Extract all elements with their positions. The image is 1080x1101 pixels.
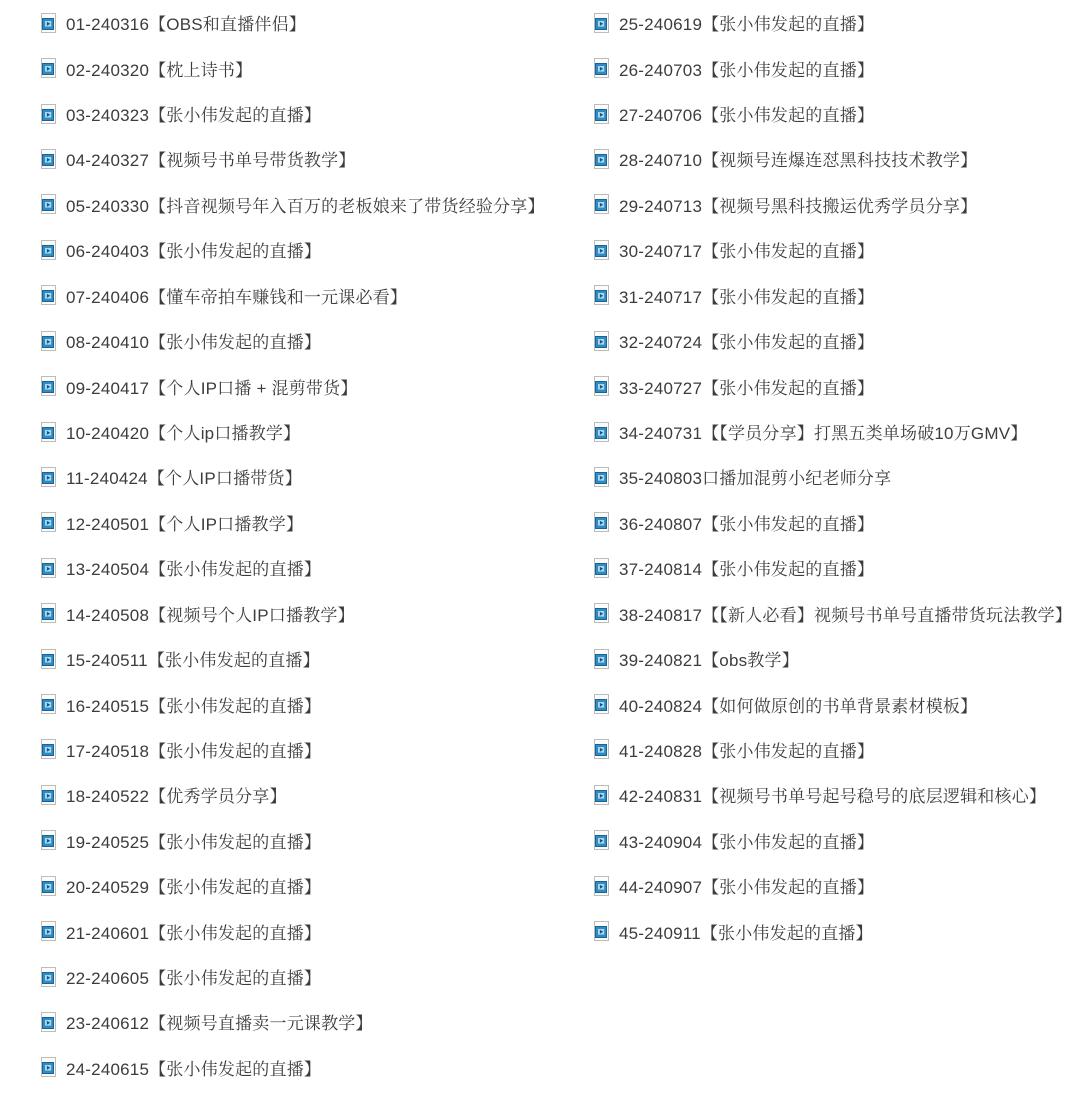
file-list-item[interactable] (593, 0, 1072, 45)
file-name: 21-240601【张小伟发起的直播】 (66, 923, 322, 943)
file-list-item[interactable] (593, 454, 1072, 499)
file-name: 22-240605【张小伟发起的直播】 (66, 969, 322, 989)
file-name: 10-240420【个人ip口播教学】 (66, 424, 301, 443)
video-file-icon (593, 603, 610, 623)
video-file-icon (593, 558, 610, 578)
video-file-icon (40, 376, 57, 396)
video-file-icon (593, 785, 610, 805)
video-file-icon (40, 1012, 57, 1032)
video-file-icon (593, 649, 610, 669)
video-file-icon (40, 694, 57, 714)
file-name: 15-240511【张小伟发起的直播】 (66, 651, 320, 671)
file-list-item[interactable] (593, 136, 1072, 181)
video-file-icon (40, 149, 57, 169)
video-file-icon (593, 149, 610, 169)
file-list-item[interactable] (40, 727, 545, 772)
file-name: 11-240424【个人IP口播带货】 (66, 469, 302, 489)
video-file-icon (593, 376, 610, 396)
file-name: 45-240911【张小伟发起的直播】 (619, 923, 873, 943)
video-file-icon (40, 285, 57, 305)
video-file-icon (40, 785, 57, 805)
video-file-icon (40, 649, 57, 669)
file-list-item[interactable] (40, 182, 545, 227)
video-file-icon (593, 285, 610, 305)
video-file-icon (593, 876, 610, 896)
video-file-icon (40, 422, 57, 442)
video-file-icon (40, 467, 57, 487)
file-name: 13-240504【张小伟发起的直播】 (66, 560, 322, 580)
file-name: 14-240508【视频号个人IP口播教学】 (66, 605, 355, 625)
file-list-item[interactable] (593, 908, 1072, 953)
video-file-icon (40, 603, 57, 623)
video-file-icon (40, 58, 57, 78)
file-list-item[interactable] (40, 545, 545, 590)
video-file-icon (40, 13, 57, 33)
file-list-item[interactable] (40, 999, 545, 1044)
file-list-item[interactable] (593, 500, 1072, 545)
file-list-item[interactable] (40, 454, 545, 499)
file-name: 38-240817【【新人必看】视频号书单号直播带货玩法教学】 (619, 605, 1072, 625)
video-file-icon (593, 467, 610, 487)
file-list-item[interactable] (40, 954, 545, 999)
file-list-item[interactable] (593, 273, 1072, 318)
file-list-item[interactable] (593, 590, 1072, 635)
file-list-item[interactable] (593, 45, 1072, 90)
file-name: 39-240821【obs教学】 (619, 651, 799, 671)
file-name: 44-240907【张小伟发起的直播】 (619, 878, 875, 898)
file-name: 24-240615【张小伟发起的直播】 (66, 1059, 322, 1079)
file-name: 43-240904【张小伟发起的直播】 (619, 832, 875, 852)
video-file-icon (593, 422, 610, 442)
file-name: 28-240710【视频号连爆连怼黑科技技术教学】 (619, 151, 978, 171)
file-list-item[interactable] (40, 0, 545, 45)
file-list-item[interactable] (40, 636, 545, 681)
file-name: 20-240529【张小伟发起的直播】 (66, 878, 322, 898)
file-list-item[interactable] (40, 136, 545, 181)
video-file-icon (40, 830, 57, 850)
file-name: 01-240316【OBS和直播伴侣】 (66, 15, 306, 35)
video-file-icon (593, 194, 610, 214)
video-file-icon (40, 921, 57, 941)
video-file-icon (593, 240, 610, 260)
video-file-icon (593, 331, 610, 351)
file-list-item[interactable] (593, 363, 1072, 408)
file-column-right (593, 0, 1072, 954)
file-name: 05-240330【抖音视频号年入百万的老板娘来了带货经验分享】 (66, 196, 545, 216)
file-list-item[interactable] (40, 1045, 545, 1090)
video-file-icon (40, 967, 57, 987)
file-name: 31-240717【张小伟发起的直播】 (619, 287, 875, 307)
file-name: 06-240403【张小伟发起的直播】 (66, 242, 322, 262)
file-name: 18-240522【优秀学员分享】 (66, 787, 287, 807)
file-list-item[interactable] (40, 227, 545, 272)
file-name: 03-240323【张小伟发起的直播】 (66, 106, 322, 126)
video-file-icon (593, 694, 610, 714)
video-file-icon (593, 512, 610, 532)
file-name: 36-240807【张小伟发起的直播】 (619, 514, 875, 534)
file-list-item[interactable] (593, 318, 1072, 363)
file-name: 19-240525【张小伟发起的直播】 (66, 832, 322, 852)
file-list-item[interactable] (40, 818, 545, 863)
file-list-item[interactable] (40, 318, 545, 363)
file-name: 07-240406【懂车帝拍车赚钱和一元课必看】 (66, 287, 408, 307)
video-file-icon (593, 739, 610, 759)
file-name: 08-240410【张小伟发起的直播】 (66, 333, 322, 353)
file-column-left (40, 0, 545, 1090)
file-name: 27-240706【张小伟发起的直播】 (619, 106, 875, 126)
file-list-item[interactable] (593, 772, 1072, 817)
file-name: 25-240619【张小伟发起的直播】 (619, 15, 875, 35)
file-name: 30-240717【张小伟发起的直播】 (619, 242, 875, 262)
file-name: 37-240814【张小伟发起的直播】 (619, 560, 875, 580)
file-name: 35-240803口播加混剪小纪老师分享 (619, 469, 892, 489)
file-name: 33-240727【张小伟发起的直播】 (619, 378, 875, 398)
file-list-item[interactable] (40, 45, 545, 90)
file-name: 42-240831【视频号书单号起号稳号的底层逻辑和核心】 (619, 787, 1047, 807)
file-list-item[interactable] (40, 590, 545, 635)
file-name: 26-240703【张小伟发起的直播】 (619, 60, 875, 80)
file-list-item[interactable] (593, 91, 1072, 136)
file-name: 41-240828【张小伟发起的直播】 (619, 741, 875, 761)
file-list-item[interactable] (593, 818, 1072, 863)
file-list-item[interactable] (40, 500, 545, 545)
file-list-item[interactable] (593, 545, 1072, 590)
file-list-item[interactable] (593, 227, 1072, 272)
file-list-item[interactable] (593, 182, 1072, 227)
file-list-item[interactable] (40, 908, 545, 953)
video-file-icon (40, 876, 57, 896)
file-list-item[interactable] (593, 863, 1072, 908)
file-name: 16-240515【张小伟发起的直播】 (66, 696, 322, 716)
file-name: 17-240518【张小伟发起的直播】 (66, 741, 322, 761)
file-list-item[interactable] (593, 681, 1072, 726)
file-list-item[interactable] (40, 772, 545, 817)
file-name: 04-240327【视频号书单号带货教学】 (66, 151, 356, 171)
file-name: 23-240612【视频号直播卖一元课教学】 (66, 1014, 373, 1034)
file-list-item[interactable] (593, 409, 1072, 454)
file-name: 29-240713【视频号黑科技搬运优秀学员分享】 (619, 196, 978, 216)
file-name: 02-240320【枕上诗书】 (66, 60, 253, 80)
video-file-icon (40, 240, 57, 260)
video-file-icon (593, 830, 610, 850)
file-name: 09-240417【个人IP口播 + 混剪带货】 (66, 378, 358, 398)
file-list-item[interactable] (40, 273, 545, 318)
video-file-icon (40, 104, 57, 124)
video-file-icon (40, 739, 57, 759)
video-file-icon (40, 1057, 57, 1077)
file-name: 40-240824【如何做原创的书单背景素材模板】 (619, 696, 978, 716)
file-name: 12-240501【个人IP口播教学】 (66, 514, 304, 534)
file-list-item[interactable] (40, 363, 545, 408)
video-file-icon (593, 104, 610, 124)
video-file-icon (593, 921, 610, 941)
file-name: 34-240731【【学员分享】打黑五类单场破10万GMV】 (619, 424, 1028, 443)
file-list-item[interactable] (40, 91, 545, 136)
file-name: 32-240724【张小伟发起的直播】 (619, 333, 875, 353)
file-list-item[interactable] (593, 727, 1072, 772)
video-file-icon (40, 194, 57, 214)
file-list-item[interactable] (40, 681, 545, 726)
video-file-icon (40, 512, 57, 532)
file-list-item[interactable] (593, 636, 1072, 681)
file-list-item[interactable] (40, 409, 545, 454)
file-list-item[interactable] (40, 863, 545, 908)
video-file-icon (593, 58, 610, 78)
video-file-icon (40, 558, 57, 578)
video-file-icon (40, 331, 57, 351)
video-file-icon (593, 13, 610, 33)
